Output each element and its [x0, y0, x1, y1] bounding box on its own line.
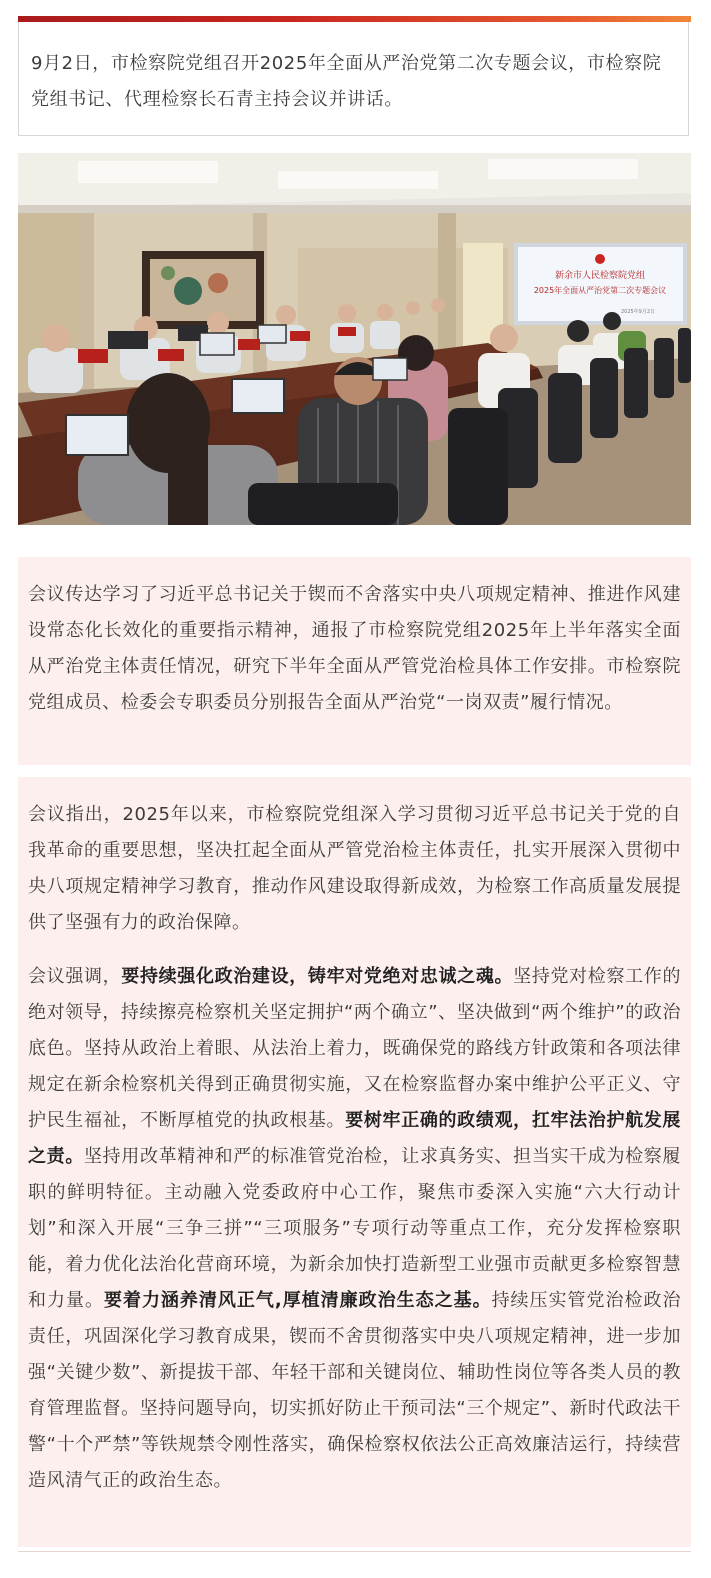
intro-text: 9月2日，市检察院党组召开2025年全面从严治党第二次专题会议，市检察院党组书记、代理检察长石青主持会议并讲话。 — [31, 53, 662, 110]
content-panel-1 — [18, 557, 691, 765]
paragraph-2: 会议指出，2025年以来，市检察院党组深入学习贯彻习近平总书记关于党的自我革命的重要思想，坚决扛起全面从严管党治检主体责任，扎实开展深入贯彻中央八项规定精神学习教育，推动作风建设取得新成效，为检察工作高质量发展提供了坚强有力的政治保障。 — [28, 804, 681, 933]
emphasis-performance-view: 要树牢正确的政绩观，扛牢法治护航发展之责。 — [28, 1110, 681, 1167]
paragraph-3-body-1: 坚持党对检察工作的绝对领导，持续擦亮检察机关坚定拥护“两个确立”、坚决做到“两个维护”的政治底色。坚持从政治上着眼、从法治上着力，既确保党的路线方针政策和各项法律规定在新余检察机关得到正确贯彻实施，又在检察监督办案中维护公平正义、守护民生福祉，不断厚植党的执政根基。 — [28, 966, 681, 1131]
meeting-photo — [18, 153, 691, 525]
paragraph-1: 会议传达学习了习近平总书记关于锲而不舍落实中央八项规定精神、推进作风建设常态化长效化的重要指示精神，通报了市检察院党组2025年上半年落实全面从严治党主体责任情况，研究下半年全面从严管党治检具体工作安排。市检察院党组成员、检委会专职委员分别报告全面从严治党“一岗双责”履行情况。 — [28, 584, 681, 713]
intro-caption-box — [18, 22, 689, 136]
paragraph-3-body-2: 坚持用改革精神和严的标准管党治检，让求真务实、担当实干成为检察履职的鲜明特征。主动融入党委政府中心工作，聚焦市委深入实施“六大行动计划”和深入开展“三争三拼”“三项服务”专项行动等重点工作，充分发挥检察职能，着力优化法治化营商环境，为新余加快打造新型工业强市贡献更多检察智慧和力量。 — [28, 1146, 681, 1311]
footer-divider — [18, 1551, 691, 1552]
paragraph-3 — [28, 959, 681, 1499]
screen-date: 2025年9月2日 — [620, 309, 656, 315]
content-panel-2 — [18, 777, 691, 1547]
screen-title-line2: 2025年全面从严治党第二次专题会议 — [533, 286, 667, 295]
paragraph-3-lead: 会议强调， — [28, 966, 122, 987]
emphasis-political-building: 要持续强化政治建设，铸牢对党绝对忠诚之魂。 — [121, 966, 514, 987]
paragraph-3-body-3: 持续压实管党治检政治责任，巩固深化学习教育成果，锲而不舍贯彻落实中央八项规定精神，进一步加强“关键少数”、新提拔干部、年轻干部和关键岗位、辅助性岗位等各类人员的教育管理监督。坚持问题导向，切实抓好防止干预司法“三个规定”、新时代政法干警“十个严禁”等铁规禁令刚性落实，确保检察权依法公正高效廉洁运行，持续营造风清气正的政治生态。 — [28, 1290, 682, 1491]
screen-title-line1: 新余市人民检察院党组 — [554, 271, 646, 281]
emphasis-clean-politics: 要着力涵养清风正气,厚植清廉政治生态之基。 — [103, 1290, 492, 1311]
